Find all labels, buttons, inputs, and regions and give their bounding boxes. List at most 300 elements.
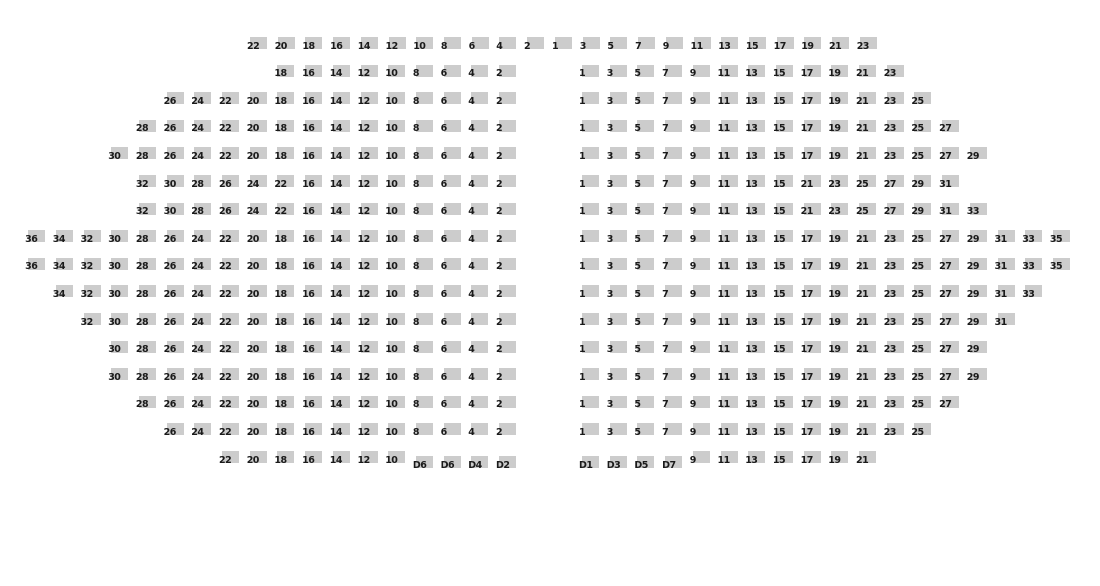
seat[interactable] <box>884 203 908 220</box>
seat[interactable] <box>662 175 686 192</box>
seat[interactable] <box>219 230 243 247</box>
seat[interactable] <box>164 313 188 330</box>
seat[interactable] <box>634 65 658 82</box>
seat[interactable] <box>773 368 797 385</box>
seat[interactable] <box>884 175 908 192</box>
seat[interactable] <box>358 368 382 385</box>
seat[interactable] <box>745 313 769 330</box>
seat[interactable] <box>81 285 105 302</box>
seat[interactable] <box>247 313 271 330</box>
seat[interactable] <box>939 175 963 192</box>
seat[interactable] <box>718 203 742 220</box>
seat[interactable] <box>911 396 935 413</box>
seat[interactable] <box>496 65 520 82</box>
seat[interactable] <box>468 65 492 82</box>
seat[interactable] <box>579 285 603 302</box>
seat[interactable] <box>330 203 354 220</box>
seat[interactable] <box>967 258 991 275</box>
seat[interactable] <box>884 92 908 109</box>
seat[interactable] <box>607 313 631 330</box>
seat[interactable] <box>358 341 382 358</box>
seat[interactable] <box>884 147 908 164</box>
seat[interactable] <box>856 423 880 440</box>
seat[interactable] <box>108 147 132 164</box>
seat[interactable] <box>773 423 797 440</box>
seat[interactable] <box>607 203 631 220</box>
seat[interactable] <box>995 230 1019 247</box>
seat[interactable] <box>274 120 298 137</box>
seat[interactable] <box>385 175 409 192</box>
seat[interactable] <box>53 230 77 247</box>
seat[interactable] <box>828 92 852 109</box>
seat[interactable] <box>413 313 437 330</box>
seat[interactable] <box>884 368 908 385</box>
seat[interactable] <box>358 65 382 82</box>
seat[interactable] <box>136 203 160 220</box>
seat[interactable] <box>496 37 520 54</box>
seat[interactable] <box>468 285 492 302</box>
seat[interactable] <box>81 230 105 247</box>
seat[interactable] <box>745 285 769 302</box>
seat[interactable] <box>219 120 243 137</box>
seat[interactable] <box>579 368 603 385</box>
seat[interactable] <box>413 147 437 164</box>
seat[interactable] <box>468 423 492 440</box>
seat[interactable] <box>164 203 188 220</box>
seat[interactable] <box>219 203 243 220</box>
seat[interactable] <box>358 230 382 247</box>
seat[interactable] <box>939 203 963 220</box>
seat[interactable] <box>441 147 465 164</box>
seat[interactable] <box>690 65 714 82</box>
seat[interactable] <box>745 147 769 164</box>
seat[interactable] <box>634 368 658 385</box>
seat[interactable] <box>690 368 714 385</box>
seat[interactable] <box>634 456 658 473</box>
seat[interactable] <box>911 285 935 302</box>
seat[interactable] <box>441 230 465 247</box>
seat[interactable] <box>164 147 188 164</box>
seat[interactable] <box>247 203 271 220</box>
seat[interactable] <box>856 451 880 468</box>
seat[interactable] <box>496 396 520 413</box>
seat[interactable] <box>330 396 354 413</box>
seat[interactable] <box>468 230 492 247</box>
seat[interactable] <box>413 65 437 82</box>
seat[interactable] <box>468 396 492 413</box>
seat[interactable] <box>911 120 935 137</box>
seat[interactable] <box>496 230 520 247</box>
seat[interactable] <box>247 175 271 192</box>
seat[interactable] <box>967 285 991 302</box>
seat[interactable] <box>302 313 326 330</box>
seat[interactable] <box>330 147 354 164</box>
seat[interactable] <box>911 230 935 247</box>
seat[interactable] <box>884 120 908 137</box>
seat[interactable] <box>967 230 991 247</box>
seat[interactable] <box>274 341 298 358</box>
seat[interactable] <box>302 203 326 220</box>
seat[interactable] <box>939 285 963 302</box>
seat[interactable] <box>247 285 271 302</box>
seat[interactable] <box>967 313 991 330</box>
seat[interactable] <box>219 451 243 468</box>
seat[interactable] <box>247 423 271 440</box>
seat[interactable] <box>662 285 686 302</box>
seat[interactable] <box>607 368 631 385</box>
seat[interactable] <box>828 175 852 192</box>
seat[interactable] <box>330 230 354 247</box>
seat[interactable] <box>358 37 382 54</box>
seat[interactable] <box>690 175 714 192</box>
seat[interactable] <box>579 203 603 220</box>
seat[interactable] <box>579 92 603 109</box>
seat[interactable] <box>801 147 825 164</box>
seat[interactable] <box>413 92 437 109</box>
seat[interactable] <box>745 120 769 137</box>
seat[interactable] <box>579 341 603 358</box>
seat[interactable] <box>718 451 742 468</box>
seat[interactable] <box>690 147 714 164</box>
seat[interactable] <box>385 285 409 302</box>
seat[interactable] <box>1022 285 1046 302</box>
seat[interactable] <box>136 313 160 330</box>
seat[interactable] <box>828 203 852 220</box>
seat[interactable] <box>939 313 963 330</box>
seat[interactable] <box>191 203 215 220</box>
seat[interactable] <box>385 203 409 220</box>
seat[interactable] <box>330 313 354 330</box>
seat[interactable] <box>413 396 437 413</box>
seat[interactable] <box>607 37 631 54</box>
seat[interactable] <box>191 230 215 247</box>
seat[interactable] <box>136 341 160 358</box>
seat[interactable] <box>690 341 714 358</box>
seat[interactable] <box>302 175 326 192</box>
seat[interactable] <box>579 230 603 247</box>
seat[interactable] <box>745 341 769 358</box>
seat[interactable] <box>274 203 298 220</box>
seat[interactable] <box>191 258 215 275</box>
seat[interactable] <box>773 313 797 330</box>
seat[interactable] <box>219 368 243 385</box>
seat[interactable] <box>25 258 49 275</box>
seat[interactable] <box>718 423 742 440</box>
seat[interactable] <box>801 65 825 82</box>
seat[interactable] <box>274 313 298 330</box>
seat[interactable] <box>690 92 714 109</box>
seat[interactable] <box>302 230 326 247</box>
seat[interactable] <box>579 65 603 82</box>
seat[interactable] <box>358 120 382 137</box>
seat[interactable] <box>856 65 880 82</box>
seat[interactable] <box>385 341 409 358</box>
seat[interactable] <box>774 37 798 54</box>
seat[interactable] <box>662 423 686 440</box>
seat[interactable] <box>302 37 326 54</box>
seat[interactable] <box>967 147 991 164</box>
seat[interactable] <box>108 341 132 358</box>
seat[interactable] <box>247 258 271 275</box>
seat[interactable] <box>302 120 326 137</box>
seat[interactable] <box>635 37 659 54</box>
seat[interactable] <box>358 92 382 109</box>
seat[interactable] <box>385 368 409 385</box>
seat[interactable] <box>662 396 686 413</box>
seat[interactable] <box>330 341 354 358</box>
seat[interactable] <box>773 92 797 109</box>
seat[interactable] <box>773 65 797 82</box>
seat[interactable] <box>274 258 298 275</box>
seat[interactable] <box>939 396 963 413</box>
seat[interactable] <box>468 313 492 330</box>
seat[interactable] <box>468 175 492 192</box>
seat[interactable] <box>385 92 409 109</box>
seat[interactable] <box>358 285 382 302</box>
seat[interactable] <box>911 258 935 275</box>
seat[interactable] <box>690 120 714 137</box>
seat[interactable] <box>718 341 742 358</box>
seat[interactable] <box>496 203 520 220</box>
seat[interactable] <box>801 120 825 137</box>
seat[interactable] <box>441 341 465 358</box>
seat[interactable] <box>385 120 409 137</box>
seat[interactable] <box>413 423 437 440</box>
seat[interactable] <box>828 120 852 137</box>
seat[interactable] <box>25 230 49 247</box>
seat[interactable] <box>330 285 354 302</box>
seat[interactable] <box>136 396 160 413</box>
seat[interactable] <box>191 396 215 413</box>
seat[interactable] <box>662 313 686 330</box>
seat[interactable] <box>496 313 520 330</box>
seat[interactable] <box>746 37 770 54</box>
seat[interactable] <box>828 313 852 330</box>
seat[interactable] <box>191 313 215 330</box>
seat[interactable] <box>81 313 105 330</box>
seat[interactable] <box>413 203 437 220</box>
seat[interactable] <box>247 341 271 358</box>
seat[interactable] <box>690 396 714 413</box>
seat[interactable] <box>884 423 908 440</box>
seat[interactable] <box>1050 258 1074 275</box>
seat[interactable] <box>801 92 825 109</box>
seat[interactable] <box>441 313 465 330</box>
seat[interactable] <box>496 368 520 385</box>
seat[interactable] <box>358 258 382 275</box>
seat[interactable] <box>718 396 742 413</box>
seat[interactable] <box>219 92 243 109</box>
seat[interactable] <box>413 37 437 54</box>
seat[interactable] <box>1022 230 1046 247</box>
seat[interactable] <box>911 423 935 440</box>
seat[interactable] <box>856 230 880 247</box>
seat[interactable] <box>690 285 714 302</box>
seat[interactable] <box>967 203 991 220</box>
seat[interactable] <box>718 92 742 109</box>
seat[interactable] <box>856 285 880 302</box>
seat[interactable] <box>856 92 880 109</box>
seat[interactable] <box>718 37 742 54</box>
seat[interactable] <box>939 147 963 164</box>
seat[interactable] <box>718 230 742 247</box>
seat[interactable] <box>468 456 492 473</box>
seat[interactable] <box>164 230 188 247</box>
seat[interactable] <box>663 37 687 54</box>
seat[interactable] <box>330 92 354 109</box>
seat[interactable] <box>690 423 714 440</box>
seat[interactable] <box>164 258 188 275</box>
seat[interactable] <box>496 175 520 192</box>
seat[interactable] <box>911 313 935 330</box>
seat[interactable] <box>884 230 908 247</box>
seat[interactable] <box>274 92 298 109</box>
seat[interactable] <box>690 313 714 330</box>
seat[interactable] <box>718 175 742 192</box>
seat[interactable] <box>579 456 603 473</box>
seat[interactable] <box>496 341 520 358</box>
seat[interactable] <box>773 258 797 275</box>
seat[interactable] <box>634 120 658 137</box>
seat[interactable] <box>136 258 160 275</box>
seat[interactable] <box>801 423 825 440</box>
seat[interactable] <box>828 258 852 275</box>
seat[interactable] <box>219 258 243 275</box>
seat[interactable] <box>662 230 686 247</box>
seat[interactable] <box>884 396 908 413</box>
seat[interactable] <box>53 258 77 275</box>
seat[interactable] <box>607 341 631 358</box>
seat[interactable] <box>274 147 298 164</box>
seat[interactable] <box>690 203 714 220</box>
seat[interactable] <box>385 230 409 247</box>
seat[interactable] <box>607 65 631 82</box>
seat[interactable] <box>634 313 658 330</box>
seat[interactable] <box>385 423 409 440</box>
seat[interactable] <box>219 396 243 413</box>
seat[interactable] <box>330 258 354 275</box>
seat[interactable] <box>745 368 769 385</box>
seat[interactable] <box>302 451 326 468</box>
seat[interactable] <box>441 423 465 440</box>
seat[interactable] <box>136 175 160 192</box>
seat[interactable] <box>164 396 188 413</box>
seat[interactable] <box>607 396 631 413</box>
seat[interactable] <box>745 175 769 192</box>
seat[interactable] <box>579 147 603 164</box>
seat[interactable] <box>219 285 243 302</box>
seat[interactable] <box>468 203 492 220</box>
seat[interactable] <box>330 65 354 82</box>
seat[interactable] <box>330 175 354 192</box>
seat[interactable] <box>662 120 686 137</box>
seat[interactable] <box>801 37 825 54</box>
seat[interactable] <box>385 396 409 413</box>
seat[interactable] <box>745 423 769 440</box>
seat[interactable] <box>856 396 880 413</box>
seat[interactable] <box>856 147 880 164</box>
seat[interactable] <box>191 147 215 164</box>
seat[interactable] <box>634 92 658 109</box>
seat[interactable] <box>247 451 271 468</box>
seat[interactable] <box>108 285 132 302</box>
seat[interactable] <box>939 341 963 358</box>
seat[interactable] <box>468 341 492 358</box>
seat[interactable] <box>136 368 160 385</box>
seat[interactable] <box>773 396 797 413</box>
seat[interactable] <box>164 423 188 440</box>
seat[interactable] <box>496 456 520 473</box>
seat[interactable] <box>662 456 686 473</box>
seat[interactable] <box>164 92 188 109</box>
seat[interactable] <box>773 120 797 137</box>
seat[interactable] <box>496 423 520 440</box>
seat[interactable] <box>330 37 354 54</box>
seat[interactable] <box>856 368 880 385</box>
seat[interactable] <box>441 175 465 192</box>
seat[interactable] <box>856 341 880 358</box>
seat[interactable] <box>801 368 825 385</box>
seat[interactable] <box>247 92 271 109</box>
seat[interactable] <box>275 37 299 54</box>
seat[interactable] <box>496 285 520 302</box>
seat[interactable] <box>745 203 769 220</box>
seat[interactable] <box>773 451 797 468</box>
seat[interactable] <box>247 368 271 385</box>
seat[interactable] <box>884 285 908 302</box>
seat[interactable] <box>884 258 908 275</box>
seat[interactable] <box>856 313 880 330</box>
seat[interactable] <box>468 258 492 275</box>
seat[interactable] <box>691 37 715 54</box>
seat[interactable] <box>634 341 658 358</box>
seat[interactable] <box>856 175 880 192</box>
seat[interactable] <box>911 92 935 109</box>
seat[interactable] <box>136 120 160 137</box>
seat[interactable] <box>634 230 658 247</box>
seat[interactable] <box>496 92 520 109</box>
seat[interactable] <box>441 65 465 82</box>
seat[interactable] <box>385 65 409 82</box>
seat[interactable] <box>441 203 465 220</box>
seat[interactable] <box>136 147 160 164</box>
seat[interactable] <box>274 285 298 302</box>
seat[interactable] <box>496 147 520 164</box>
seat[interactable] <box>579 396 603 413</box>
seat[interactable] <box>801 396 825 413</box>
seat[interactable] <box>995 313 1019 330</box>
seat[interactable] <box>828 451 852 468</box>
seat[interactable] <box>828 65 852 82</box>
seat[interactable] <box>856 258 880 275</box>
seat[interactable] <box>413 175 437 192</box>
seat[interactable] <box>330 368 354 385</box>
seat[interactable] <box>441 368 465 385</box>
seat[interactable] <box>828 396 852 413</box>
seat[interactable] <box>718 285 742 302</box>
seat[interactable] <box>634 396 658 413</box>
seat[interactable] <box>358 147 382 164</box>
seat[interactable] <box>108 258 132 275</box>
seat[interactable] <box>801 203 825 220</box>
seat[interactable] <box>413 368 437 385</box>
seat[interactable] <box>136 285 160 302</box>
seat[interactable] <box>662 258 686 275</box>
seat[interactable] <box>607 92 631 109</box>
seat[interactable] <box>191 175 215 192</box>
seat[interactable] <box>274 396 298 413</box>
seat[interactable] <box>911 175 935 192</box>
